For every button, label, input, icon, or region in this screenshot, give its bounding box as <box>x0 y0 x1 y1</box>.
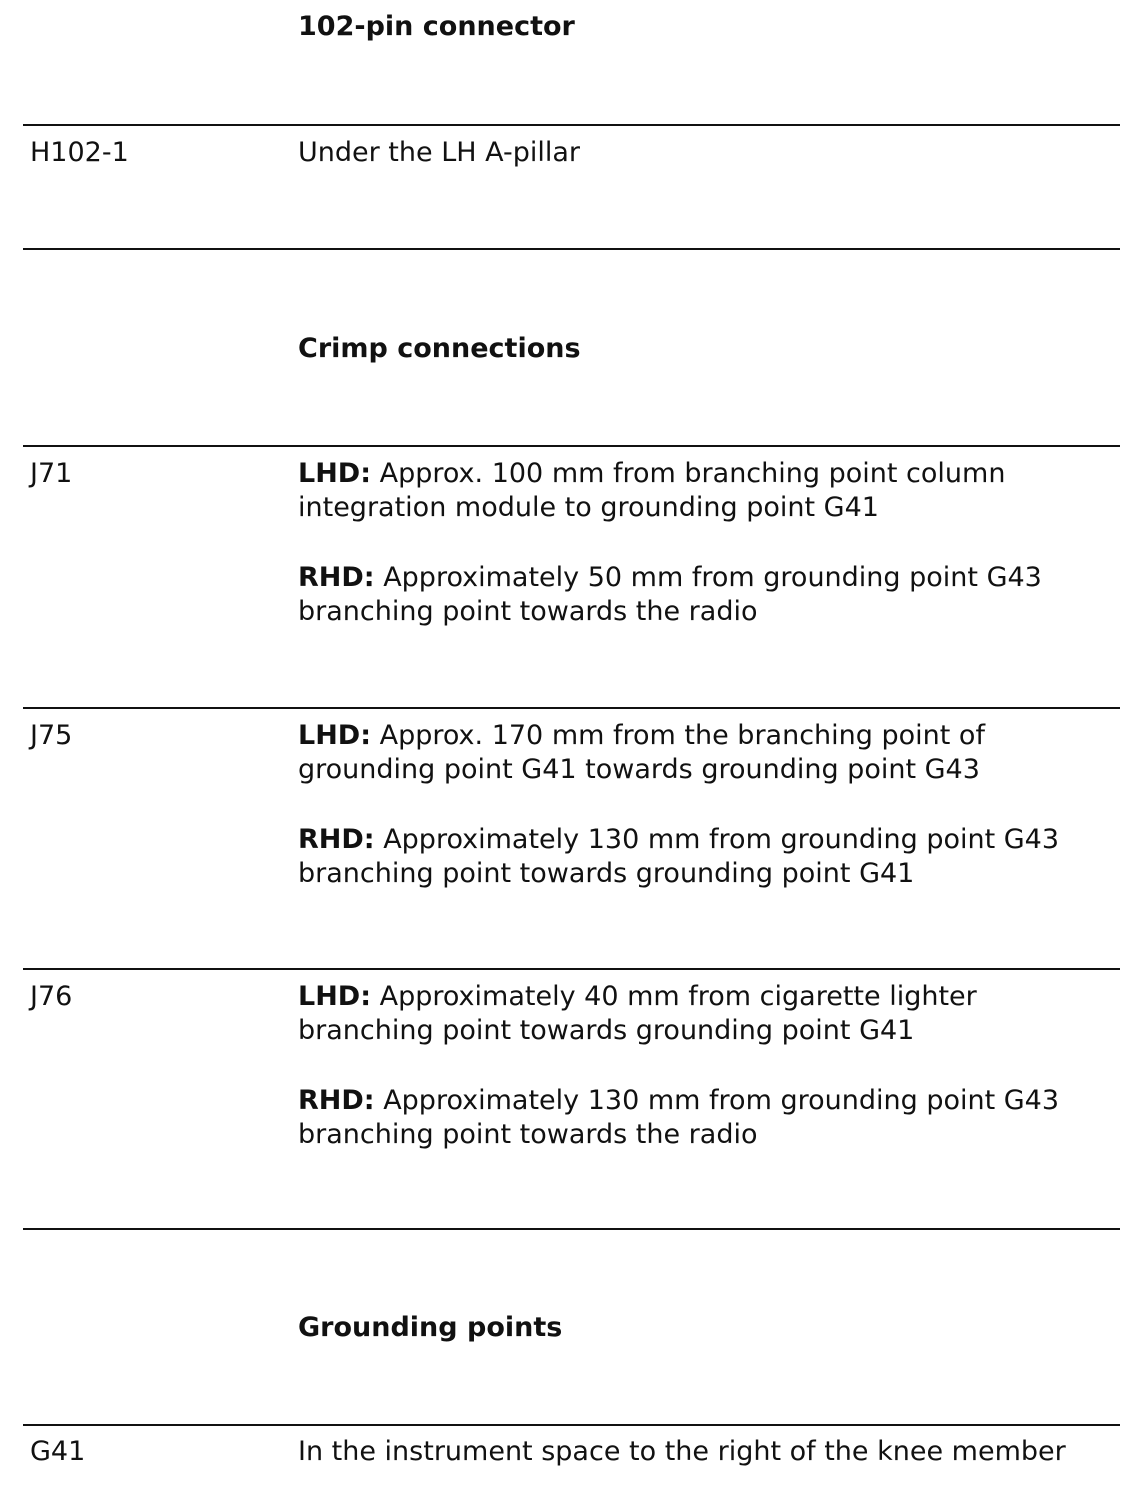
rhd-label: RHD: <box>298 1085 375 1116</box>
lhd-text: Approx. 100 mm from branching point column integration module to grounding point G41 <box>298 458 1006 523</box>
rhd-label: RHD: <box>298 562 375 593</box>
rhd-text: Approximately 130 mm from grounding point G43 branching point towards grounding point G41 <box>298 824 1060 889</box>
divider <box>23 1228 1120 1230</box>
row-desc-j76 <box>298 980 1118 1152</box>
lhd-paragraph <box>298 719 1118 787</box>
row-text-g41: In the instrument space to the right of the knee member <box>298 1436 1066 1467</box>
lhd-paragraph <box>298 457 1118 525</box>
section-heading-connector: 102-pin connector <box>298 11 575 42</box>
row-desc-j71 <box>298 457 1118 629</box>
lhd-label: LHD: <box>298 458 372 489</box>
lhd-label: LHD: <box>298 720 372 751</box>
section-heading-crimp: Crimp connections <box>298 333 581 364</box>
divider <box>23 124 1120 126</box>
row-code-h102-1: H102-1 <box>30 137 129 168</box>
rhd-paragraph <box>298 823 1118 891</box>
divider <box>23 1424 1120 1426</box>
section-heading-grounding: Grounding points <box>298 1312 563 1343</box>
lhd-label: LHD: <box>298 981 372 1012</box>
rhd-label: RHD: <box>298 824 375 855</box>
divider <box>23 968 1120 970</box>
row-code-j71: J71 <box>30 458 73 489</box>
row-code-j76: J76 <box>30 981 73 1012</box>
divider <box>23 445 1120 447</box>
rhd-paragraph <box>298 1084 1118 1152</box>
row-text-h102-1: Under the LH A-pillar <box>298 137 581 168</box>
rhd-paragraph <box>298 561 1118 629</box>
lhd-text: Approx. 170 mm from the branching point of grounding point G41 towards grounding point G43 <box>298 720 985 785</box>
lhd-text: Approximately 40 mm from cigarette lighter branching point towards grounding point G41 <box>298 981 977 1046</box>
row-desc-j75 <box>298 719 1118 891</box>
divider <box>23 707 1120 709</box>
rhd-text: Approximately 50 mm from grounding point G43 branching point towards the radio <box>298 562 1042 627</box>
lhd-paragraph <box>298 980 1118 1048</box>
row-code-g41: G41 <box>30 1436 86 1467</box>
row-code-j75: J75 <box>30 720 73 751</box>
divider <box>23 248 1120 250</box>
rhd-text: Approximately 130 mm from grounding point G43 branching point towards the radio <box>298 1085 1060 1150</box>
